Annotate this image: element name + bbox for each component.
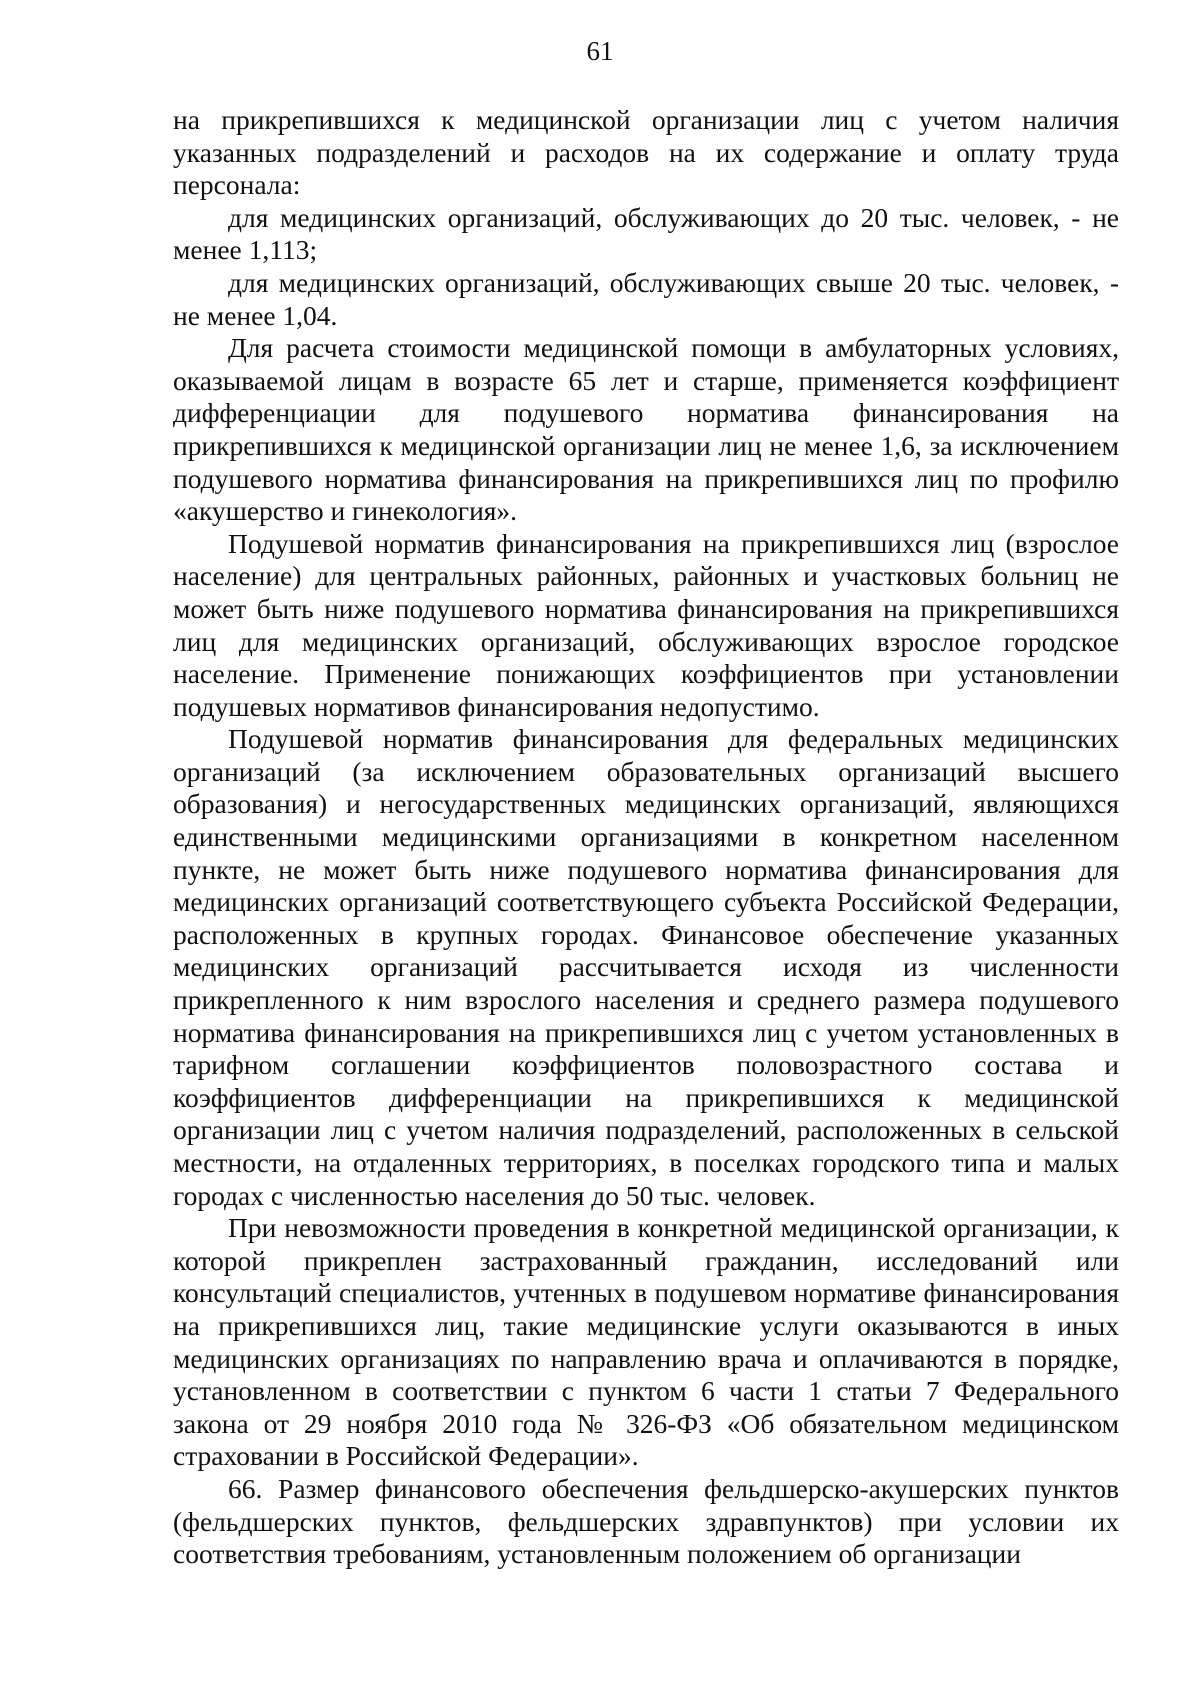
paragraph-adult-per-capita-norm: Подушевой норматив финансирования на прикрепившихся лиц (взрослое население) для центральных районных, районных и участковых больниц не может быть ниже подушевого норматива финансирования на прикрепившихся лиц для медицинских организаций, обслуживающих взрослое городское население. Применение понижающих коэффициентов при установлении подушевых нормативов финансирования недопустимо.	[173, 527, 1119, 722]
document-body	[173, 104, 1119, 1571]
paragraph-referral-services: При невозможности проведения в конкретной медицинской организации, к которой прикреплен застрахованный гражданин, исследований или консультаций специалистов, учтенных в подушевом нормативе финансирования на прикрепившихся лиц, такие медицинские услуги оказываются в иных медицинских организациях по направлению врача и оплачиваются в порядке, установленном в соответствии с пунктом 6 части 1 статьи 7 Федерального закона от 29 ноября 2010 года № 326-ФЗ «Об обязательном медицинском страховании в Российской Федерации».	[173, 1212, 1119, 1472]
paragraph-item-66: 66. Размер финансового обеспечения фельдшерско-акушерских пунктов (фельдшерских пунктов, фельдшерских здравпунктов) при условии их соответствия требованиям, установленным положением об организации	[173, 1472, 1119, 1570]
paragraph-coefficient-over-20k: для медицинских организаций, обслуживающих свыше 20 тыс. человек, - не менее 1,04.	[173, 266, 1119, 331]
paragraph-age-65-coefficient: Для расчета стоимости медицинской помощи в амбулаторных условиях, оказываемой лицам в возрасте 65 лет и старше, применяется коэффициент дифференциации для подушевого норматива финансирования на прикрепившихся к медицинской организации лиц не менее 1,6, за исключением подушевого норматива финансирования на прикрепившихся лиц по профилю «акушерство и гинекология».	[173, 332, 1119, 527]
paragraph-federal-organizations-norm: Подушевой норматив финансирования для федеральных медицинских организаций (за исключением образовательных организаций высшего образования) и негосударственных медицинских организаций, являющихся единственными медицинскими организациями в конкретном населенном пункте, не может быть ниже подушевого норматива финансирования для медицинских организаций соответствующего субъекта Российской Федерации, расположенных в крупных городах. Финансовое обеспечение указанных медицинских организаций рассчитывается исходя из численности прикрепленного к ним взрослого населения и среднего размера подушевого норматива финансирования на прикрепившихся лиц с учетом установленных в тарифном соглашении коэффициентов половозрастного состава и коэффициентов дифференциации на прикрепившихся к медицинской организации лиц с учетом наличия подразделений, расположенных в сельской местности, на отдаленных территориях, в поселках городского типа и малых городах с численностью населения до 50 тыс. человек.	[173, 723, 1119, 1211]
paragraph-coefficient-up-to-20k: для медицинских организаций, обслуживающих до 20 тыс. человек, - не менее 1,113;	[173, 201, 1119, 266]
page-number: 61	[586, 36, 614, 66]
paragraph-continuation: на прикрепившихся к медицинской организации лиц с учетом наличия указанных подразделений и расходов на их содержание и оплату труда персонала:	[173, 104, 1119, 201]
